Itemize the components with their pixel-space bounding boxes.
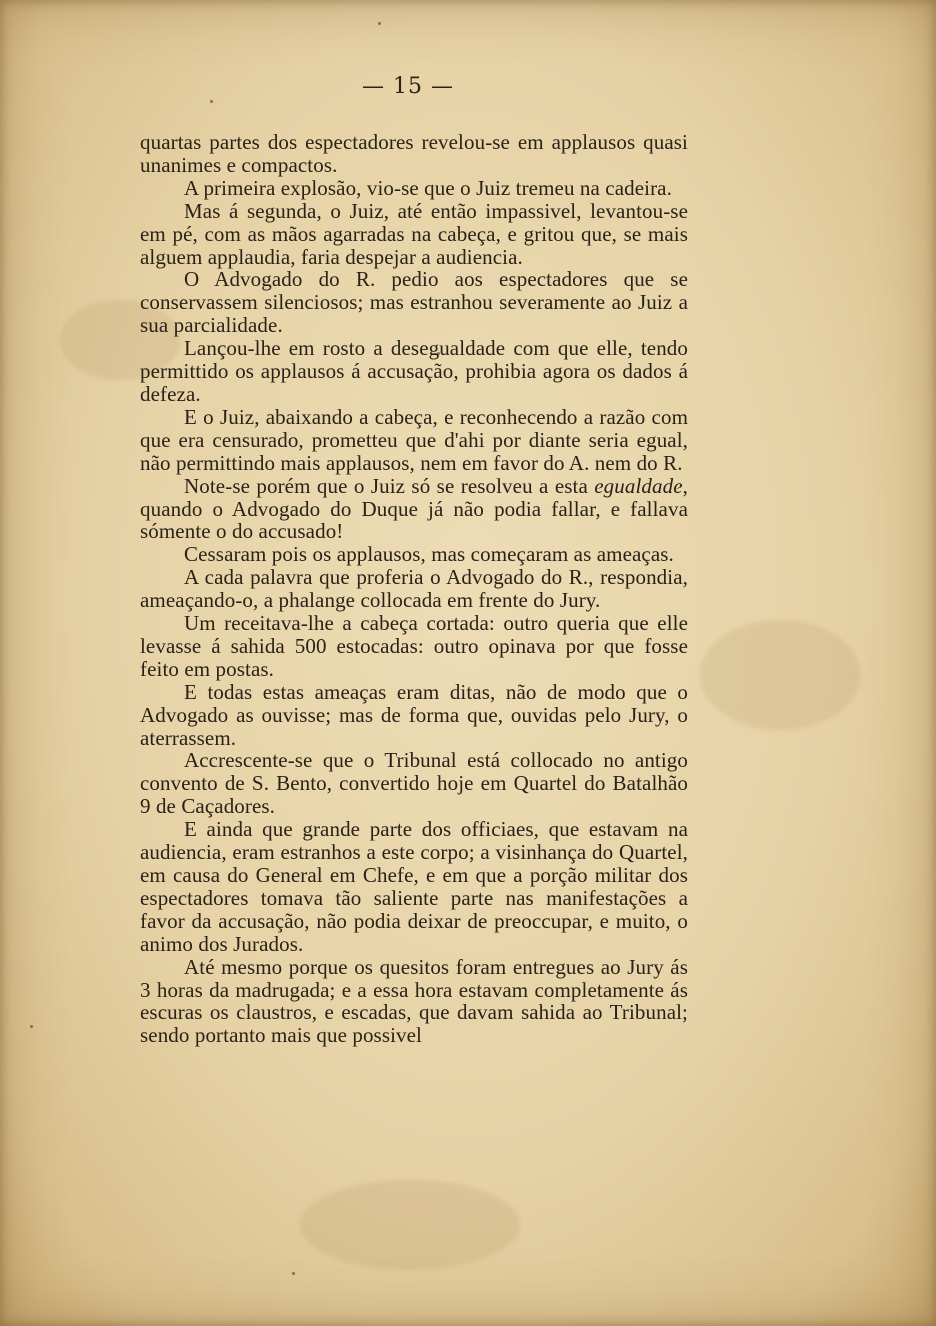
paragraph: Um receitava-lhe a cabeça cortada: outro queria que elle levasse á sahida 500 estocadas: outro opinava por que fosse feito em postas. [140, 611, 688, 681]
paper-stain [300, 1180, 520, 1270]
body-text [140, 131, 688, 1047]
paper-stain [700, 620, 860, 730]
paragraph: A primeira explosão, vio-se que o Juiz tremeu na cadeira. [184, 175, 672, 200]
paragraph: A cada palavra que proferia o Advogado do R., respondia, ameaçando-o, a phalange collocada em frente do Jury. [140, 565, 688, 613]
italic-word: egualdade [594, 473, 683, 498]
paragraph [140, 475, 688, 544]
paragraph: Accrescente-se que o Tribunal está collocado no antigo convento de S. Bento, convertido hoje em Quartel do Batalhão 9 de Caçadores. [140, 748, 688, 819]
paragraph-text: Note-se porém que o Juiz só se resolveu a esta [184, 473, 595, 498]
paper-speck [30, 1025, 33, 1028]
paragraph: O Advogado do R. pedio aos espectadores que se conservassem silenciosos; mas estranhou severamente ao Juiz a sua parcialidade. [140, 267, 688, 338]
paragraph-text: , quando o Advogado do Duque já não podia fallar, e fallava sómente o do accusado! [140, 473, 688, 544]
paragraph: Cessaram pois os applausos, mas começaram as ameaças. [184, 542, 674, 567]
paper-speck [210, 100, 213, 103]
paragraph: E o Juiz, abaixando a cabeça, e reconhecendo a razão com que era censurado, prometteu que d'ahi por diante seria egual, não permittindo mais applausos, nem em favor do A. nem do R. [140, 404, 688, 475]
paragraph: Lançou-lhe em rosto a desegualdade com que elle, tendo permittido os applausos á accusação, prohibia agora os dados á defeza. [140, 336, 688, 406]
paragraph: Até mesmo porque os quesitos foram entregues ao Jury ás 3 horas da madrugada; e a essa hora estavam completamente ás escuras os claustros, e escadas, que davam sahida ao Tribunal; sendo portanto mais que possivel [140, 954, 688, 1048]
paragraph: quartas partes dos espectadores revelou-se em applausos quasi unanimes e compactos. [140, 130, 688, 177]
paper-speck [292, 1272, 295, 1275]
paper-speck [378, 22, 381, 25]
paragraph: E todas estas ameaças eram ditas, não de modo que o Advogado as ouvisse; mas de forma que, ouvidas pelo Jury, o aterrassem. [140, 679, 688, 750]
paragraph: E ainda que grande parte dos officiaes, que estavam na audiencia, eram estranhos a este corpo; a visinhança do Quartel, em causa do General em Chefe, e em que a porção militar dos espectadores tomava tão saliente parte nas manifestações a favor da accusação, não podia deixar de preoccupar, e muito, o animo dos Jurados. [140, 817, 688, 956]
page-number: — 15 — [362, 74, 454, 99]
paragraph: Mas á segunda, o Juiz, até então impassivel, levantou-se em pé, com as mãos agarradas na cabeça, e gritou que, se mais alguem applaudia, faria despejar a audiencia. [140, 198, 688, 269]
